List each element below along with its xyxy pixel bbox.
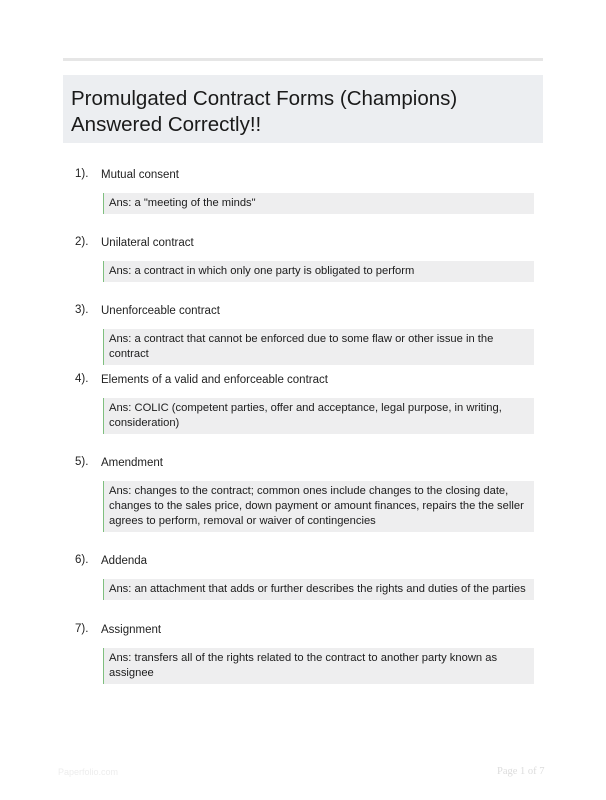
question-number: 2). xyxy=(75,236,89,248)
question-text: Addenda xyxy=(101,555,148,567)
page-title xyxy=(71,86,457,138)
title-banner xyxy=(63,75,543,143)
question-text: Assignment xyxy=(101,624,162,636)
question-text: Mutual consent xyxy=(101,169,179,181)
question-text: Amendment xyxy=(101,457,164,469)
answer-box-1: Ans: a "meeting of the minds" xyxy=(103,193,534,214)
answer-box-7: Ans: transfers all of the rights related to the contract to another party known as assignee xyxy=(103,648,534,684)
question-text: Elements of a valid and enforceable contract xyxy=(101,374,328,386)
question-number: 3). xyxy=(75,304,89,316)
question-number: 1). xyxy=(75,168,89,180)
footer-watermark: Paperfolio.com xyxy=(58,767,119,777)
question-number: 5). xyxy=(75,456,89,468)
answer-box-4: Ans: COLIC (competent parties, offer and acceptance, legal purpose, in writing, consideration) xyxy=(103,398,534,434)
answer-box-5: Ans: changes to the contract; common ones include changes to the closing date, changes to the sales price, down payment or amount finances, repairs the the seller agrees to perform, removal or waiver of contingencies xyxy=(103,481,534,532)
title-line-1: Promulgated Contract Forms (Champions) xyxy=(71,87,458,110)
question-text: Unilateral contract xyxy=(101,237,194,249)
question-number: 4). xyxy=(75,373,89,385)
answer-box-6: Ans: an attachment that adds or further describes the rights and duties of the parties xyxy=(103,579,534,600)
answer-box-2: Ans: a contract in which only one party is obligated to perform xyxy=(103,261,534,282)
question-text: Unenforceable contract xyxy=(101,305,220,317)
title-line-2: Answered Correctly!! xyxy=(71,113,262,136)
page-number: Page 1 of 7 xyxy=(497,766,545,777)
top-divider xyxy=(63,58,543,61)
question-number: 7). xyxy=(75,623,89,635)
question-number: 6). xyxy=(75,554,89,566)
answer-box-3: Ans: a contract that cannot be enforced due to some flaw or other issue in the contract xyxy=(103,329,534,365)
